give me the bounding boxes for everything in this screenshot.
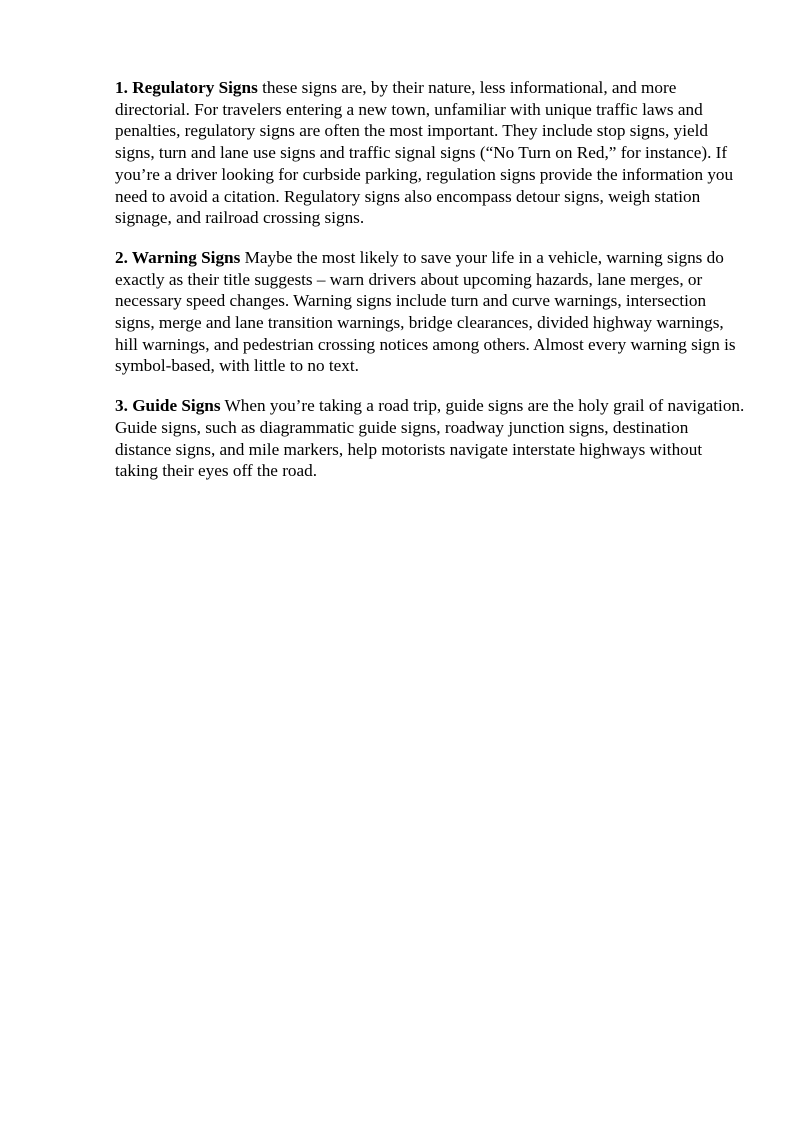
section-heading: 1. Regulatory Signs [115,78,258,97]
section-body: Maybe the most likely to save your life in a vehicle, warning signs do exactly as their title suggests – warn drivers about upcoming hazards, lane merges, or necessary speed changes. Warning signs include turn and curve warnings, intersection signs, merge and lane transition warnings, bridge clearances, divided highway warnings, hill warnings, and pedestrian crossing notices among others. Almost every warning sign is symbol-based, with little to no text. [115,247,736,376]
section-warning-signs [115,247,747,377]
section-body: these signs are, by their nature, less informational, and more directorial. For travelers entering a new town, unfamiliar with unique traffic laws and penalties, regulatory signs are often the most important. They include stop signs, yield signs, turn and lane use signs and traffic signal signs (“No Turn on Red,” for instance). If you’re a driver looking for curbside parking, regulation signs provide the information you need to avoid a citation. Regulatory signs also encompass detour signs, weigh station signage, and railroad crossing signs. [115,78,734,228]
section-body: When you’re taking a road trip, guide signs are the holy grail of navigation. Guide signs, such as diagrammatic guide signs, roadway junction signs, destination distance signs, and mile markers, help motorists navigate interstate highways without taking their eyes off the road. [115,396,745,481]
section-regulatory-signs [115,77,747,229]
document-page [115,77,747,500]
section-heading: 3. Guide Signs [115,396,221,416]
section-guide-signs [115,395,747,482]
section-heading: 2. Warning Signs [115,247,241,267]
